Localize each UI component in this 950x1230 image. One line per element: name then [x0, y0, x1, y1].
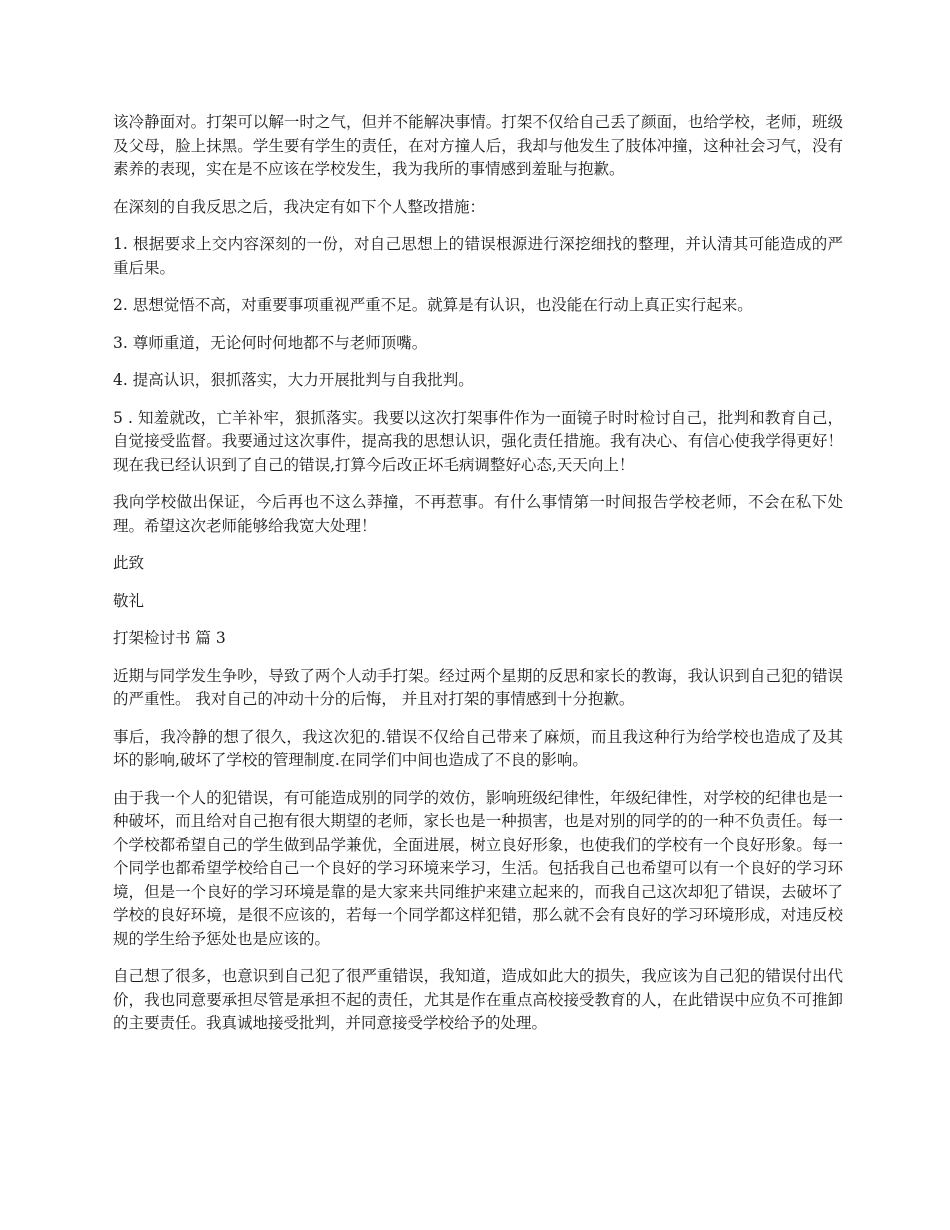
paragraph-measure-5: 5 . 知羞就改，亡羊补牢，狠抓落实。我要以这次打架事件作为一面镜子时时检讨自己，批判和教育自己，自觉接受监督。我要通过这次事件，提高我的思想认识，强化责任措施。我有决心、有信心使我学得更好！ 现在我已经认识到了自己的错误,打算今后改正坏毛病调整好心态,天天向上！	[113, 408, 843, 474]
paragraph-measure-4: 4. 提高认识，狠抓落实，大力开展批判与自我批判。	[113, 371, 474, 389]
paragraph-afterwards: 事后，我冷静的想了很久，我这次犯的.错误不仅给自己带来了麻烦，而且我这种行为给学校也造成了及其坏的影响,破坏了学校的管理制度.在同学们中间也造成了不良的影响。	[113, 727, 843, 769]
paragraph-recent: 近期与同学发生争吵，导致了两个人动手打架。经过两个星期的反思和家长的教诲，我认识到自己犯的错误的严重性。 我对自己的冲动十分的后悔， 并且对打架的事情感到十分抱歉。	[113, 666, 843, 708]
paragraph-measure-3: 3. 尊师重道，无论何时何地都不与老师顶嘴。	[113, 333, 428, 352]
paragraph-measures-heading: 在深刻的自我反思之后，我决定有如下个人整改措施：	[113, 197, 486, 216]
section-title: 打架检讨书 篇 3	[113, 629, 226, 647]
document-body	[113, 111, 843, 1050]
closing-regards: 敬礼	[113, 591, 145, 610]
paragraph-consequences: 由于我一个人的犯错误，有可能造成别的同学的效仿，影响班级纪律性，年级纪律性，对学校的纪律也是一种破坏，而且给对自己抱有很大期望的老师，家长也是一种损害，也是对别的同学的的一种不负责任。每一个学校都希望自己的学生做到品学兼优，全面进展，树立良好形象，也使我们的学校有一个良好形象。每一个同学也都希望学校给自己一个良好的学习环境来学习，生活。包括我自己也希望可以有一个良好的学习环境，但是一个良好的学习环境是靠的是大家来共同维护来建立起来的，而我自己这次却犯了错误，去破坏了学校的良好环境，是很不应该的，若每一个同学都这样犯错，那么就不会有良好的学习环境形成，对违反校规的学生给予惩处也是应该的。	[113, 788, 843, 948]
paragraph-measure-1: 1. 根据要求上交内容深刻的一份，对自己思想上的错误根源进行深挖细找的整理，并认清其可能造成的严重后果。	[113, 235, 843, 277]
paragraph-acceptance: 自己想了很多，也意识到自己犯了很严重错误，我知道，造成如此大的损失，我应该为自己犯的错误付出代价，我也同意要承担尽管是承担不起的责任，尤其是作在重点高校接受教育的人，在此错误中应负不可推卸的主要责任。我真诚地接受批判，并同意接受学校给予的处理。	[113, 967, 843, 1032]
closing-salutation: 此致	[113, 554, 145, 572]
paragraph-measure-2: 2. 思想觉悟不高，对重要事项重视严重不足。就算是有认识，也没能在行动上真正实行起来。	[113, 296, 753, 314]
paragraph-intro: 该冷静面对。打架可以解一时之气，但并不能解决事情。打架不仅给自己丢了颜面，也给学校，老师，班级及父母，脸上抹黑。学生要有学生的责任，在对方撞人后，我却与他发生了肢体冲撞，这种社会习气，没有素养的表现，实在是不应该在学校发生，我为我所的事情感到羞耻与抱歉。	[113, 113, 843, 178]
paragraph-pledge: 我向学校做出保证，今后再也不这么莽撞，不再惹事。有什么事情第一时间报告学校老师，不会在私下处理。希望这次老师能够给我宽大处理！	[113, 493, 843, 535]
